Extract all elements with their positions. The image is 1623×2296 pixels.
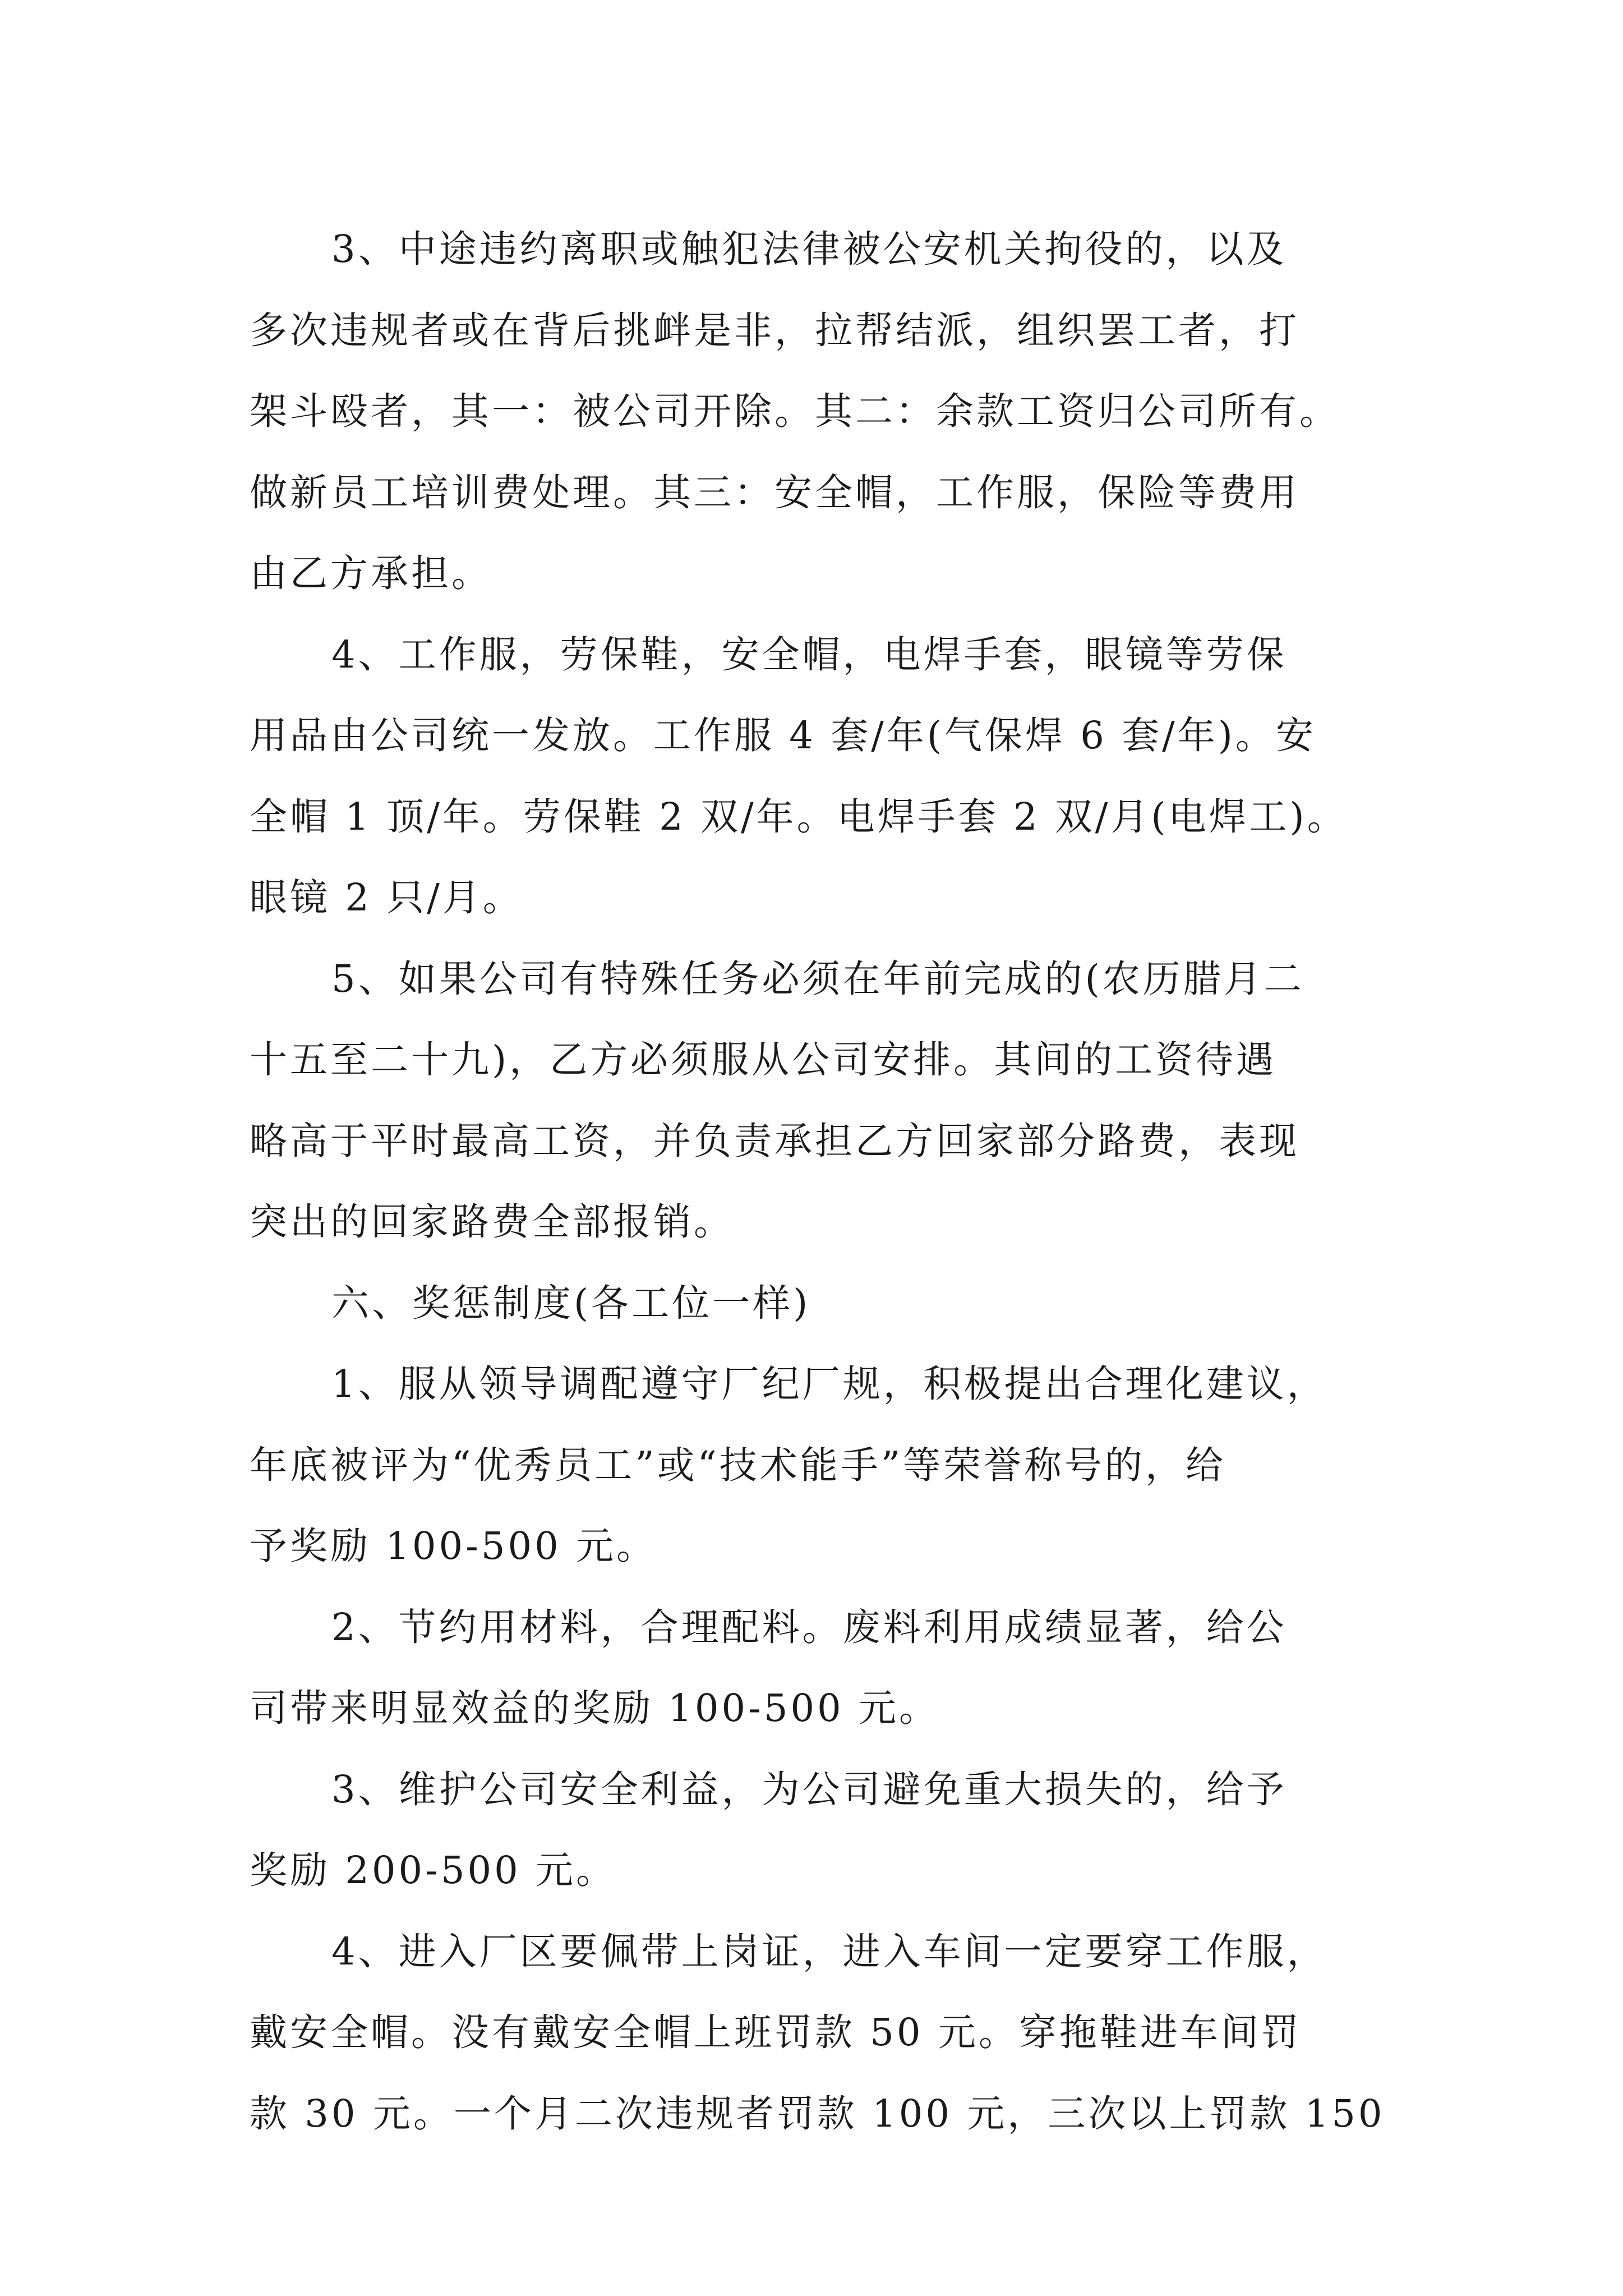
- text-line: 全帽 1 顶/年。劳保鞋 2 双/年。电焊手套 2 双/月(电焊工)。: [250, 794, 1348, 839]
- paragraph-reward-3: [250, 1749, 1388, 1911]
- text-line: 多次违规者或在背后挑衅是非，拉帮结派，组织罢工者，打: [250, 308, 1299, 352]
- text-line: 用品由公司统一发放。工作服 4 套/年(气保焊 6 套/年)。安: [250, 714, 1316, 757]
- text-line: 2、节约用材料，合理配料。废料利用成绩显著，给公: [331, 1605, 1287, 1649]
- text-line: 架斗殴者，其一：被公司开除。其二：余款工资归公司所有。: [250, 389, 1340, 433]
- text-line: 款 30 元。一个月二次违规者罚款 100 元，三次以上罚款 150: [250, 2091, 1385, 2136]
- text-line: 予奖励 100-500 元。: [250, 1524, 657, 1568]
- document-body: [250, 209, 1388, 2154]
- text-line: 5、如果公司有特殊任务必须在年前完成的(农历腊月二: [331, 956, 1304, 1001]
- text-line: 做新员工培训费处理。其三：安全帽，工作服，保险等费用: [250, 470, 1299, 514]
- text-line: 眼镜 2 只/月。: [250, 876, 523, 919]
- section-heading-rewards-penalties: [250, 1263, 1388, 1344]
- text-line: 奖励 200-500 元。: [250, 1848, 616, 1892]
- text-line: 3、维护公司安全利益，为公司避免重大损失的，给予: [331, 1767, 1287, 1811]
- text-line: 戴安全帽。没有戴安全帽上班罚款 50 元。穿拖鞋进车间罚: [250, 2010, 1302, 2054]
- text-line: 年底被评为“优秀员工”或“技术能手”等荣誉称号的，给: [250, 1443, 1227, 1487]
- text-line: 4、进入厂区要佩带上岗证，进入车间一定要穿工作服，: [331, 1929, 1327, 1973]
- paragraph-clause-3-violations: [250, 209, 1388, 614]
- text-line: 3、中途违约离职或触犯法律被公安机关拘役的，以及: [331, 227, 1287, 271]
- paragraph-clause-5-special-tasks: [250, 938, 1388, 1263]
- text-line: 司带来明显效益的奖励 100-500 元。: [250, 1686, 939, 1730]
- text-line: 略高于平时最高工资，并负责承担乙方回家部分路费，表现: [250, 1119, 1299, 1163]
- text-line: 1、服从领导调配遵守厂纪厂规，积极提出合理化建议，: [331, 1362, 1327, 1406]
- paragraph-reward-1: [250, 1343, 1388, 1587]
- paragraph-penalty-4: [250, 1911, 1388, 2155]
- text-line: 六、奖惩制度(各工位一样): [331, 1281, 811, 1325]
- paragraph-reward-2: [250, 1587, 1388, 1749]
- text-line: 十五至二十九)，乙方必须服从公司安排。其间的工资待遇: [250, 1038, 1277, 1082]
- paragraph-clause-4-equipment: [250, 614, 1388, 938]
- text-line: 4、工作服，劳保鞋，安全帽，电焊手套，眼镜等劳保: [331, 632, 1287, 677]
- text-line: 突出的回家路费全部报销。: [250, 1200, 734, 1244]
- text-line: 由乙方承担。: [250, 551, 492, 595]
